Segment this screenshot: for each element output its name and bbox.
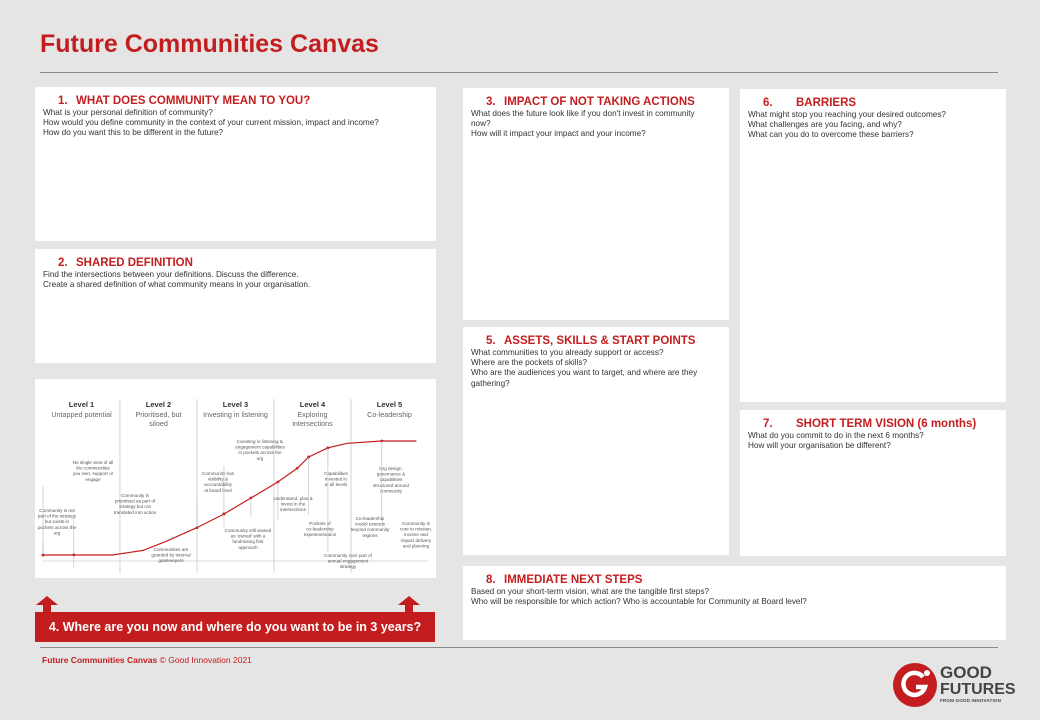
panel-prompt: What does the future look like if you don't invest in community	[471, 109, 695, 118]
panel-prompt: What challenges are you facing, and why?	[748, 120, 902, 130]
level-name: siloed	[149, 419, 168, 428]
annotation-label: Co-leadership	[355, 516, 385, 521]
annotation-label: engagement capabilities	[235, 444, 285, 450]
panel-short-term-vision	[740, 410, 1006, 556]
annotation-label: visibility &	[207, 476, 229, 482]
panel-title: BARRIERS	[796, 97, 857, 109]
current-position-banner: 4. Where are you now and where do you want to be in 3 years?	[35, 612, 435, 642]
panel-number: 5.	[486, 335, 496, 347]
annotation-label: community	[379, 488, 403, 494]
annotation-label: invested in	[325, 476, 347, 482]
panel-prompt: What do you commit to do in the next 6 months?	[748, 431, 924, 440]
panel-number: 8.	[486, 574, 496, 586]
annotation-label: annual engagement	[327, 558, 369, 564]
annotation-label: Community is	[402, 521, 430, 526]
annotation-label: intersections	[280, 507, 306, 513]
panel-prompt: now?	[471, 119, 491, 129]
logo-wordmark	[940, 664, 1016, 704]
panel-prompt: What is your personal definition of community?	[43, 108, 213, 117]
annotation-label: beyond community	[350, 527, 390, 533]
footer-title: Future Communities Canvas	[42, 655, 158, 665]
annotation-label: regions	[362, 532, 378, 538]
annotation-label: structured around	[372, 482, 410, 488]
annotation-label: part of the strategy	[37, 513, 77, 519]
annotation-label: in pockets across the	[238, 450, 282, 456]
annotation-label: approach	[238, 544, 258, 550]
annotation-label: income and	[404, 532, 428, 538]
panel-heading	[748, 96, 998, 110]
footer-copyright-text: © Good Innovation 2021	[159, 655, 252, 665]
panel-title: ASSETS, SKILLS & START POINTS	[504, 335, 696, 347]
panel-number: 3.	[486, 96, 496, 108]
annotation-label: fundraising first	[232, 539, 264, 545]
logo-line-3: FROM GOOD INNOVATION	[940, 698, 1002, 703]
level-heading: Level 1	[68, 400, 95, 409]
panel-prompt: Where are the pockets of skills?	[471, 358, 588, 368]
annotation-label: model extends	[355, 521, 385, 527]
level-name: Prioritised, but	[135, 410, 182, 419]
annotation-label: Org design,	[379, 466, 403, 471]
panel-next-steps	[463, 566, 1006, 640]
panel-number: 6.	[763, 97, 773, 109]
level-name: intersections	[292, 419, 333, 428]
panel-heading	[471, 95, 721, 109]
annotation-label: the communities	[76, 465, 110, 471]
level-heading: Level 3	[222, 400, 249, 409]
annotation-label: co-leadership	[306, 526, 334, 532]
panel-title: SHARED DEFINITION	[76, 257, 193, 269]
annotation-label: Understand, plan &	[273, 496, 313, 501]
level-heading: Level 4	[299, 400, 326, 409]
annotation-label: Community core part of	[324, 553, 372, 558]
logo-line-2: FUTURES	[940, 681, 1016, 698]
annotation-label: strategy but not	[119, 504, 151, 510]
level-name: Co-leadership	[367, 410, 412, 419]
annotation-label: No single view of all	[72, 460, 114, 465]
annotation-label: Communities are	[153, 547, 189, 552]
annotation-label: engage	[85, 476, 101, 482]
panel-assets-skills	[463, 327, 729, 555]
annotation-label: gatekeepers	[158, 558, 184, 564]
annotation-label: prioritised as part of	[114, 498, 156, 504]
panel-heading	[748, 417, 998, 431]
annotation-label: invest in the	[280, 501, 306, 507]
annotation-label: at board level	[204, 487, 232, 493]
panel-shared-definition	[35, 249, 436, 363]
panel-prompt: What can you do to overcome these barriers?	[748, 130, 914, 140]
annotation-label: accountability	[204, 482, 232, 488]
level-heading: Level 5	[376, 400, 403, 409]
panel-title: IMMEDIATE NEXT STEPS	[504, 574, 643, 586]
level-name: Exploring	[297, 410, 328, 419]
panel-prompt: Who are the audiences you want to target, and where are they	[471, 368, 698, 378]
annotation-label: at all levels	[324, 482, 348, 488]
annotation-label: org	[256, 455, 264, 461]
panel-community-meaning	[35, 87, 436, 241]
panel-prompt: Based on your short-term vision, what are the tangible first steps?	[471, 587, 710, 596]
panel-title: WHAT DOES COMMUNITY MEAN TO YOU?	[76, 95, 311, 107]
panel-heading	[471, 573, 998, 587]
panel-prompt: gathering?	[471, 378, 510, 388]
panel-prompt: Find the intersections between your definitions. Discuss the difference.	[43, 270, 299, 279]
annotation-label: Community still viewed	[224, 528, 272, 533]
panel-prompt: What might stop you reaching your desired outcomes?	[748, 110, 946, 119]
panel-impact-of-inaction	[463, 88, 729, 320]
level-name: Investing in listening	[203, 410, 268, 419]
panel-heading	[471, 334, 721, 348]
panel-number: 7.	[763, 418, 773, 430]
panel-number: 1.	[58, 95, 68, 107]
maturity-chart-svg	[35, 379, 436, 578]
footer-copyright	[42, 655, 252, 665]
panel-prompt: How would you define community in the context of your current mission, impact and income?	[43, 118, 379, 128]
top-divider	[40, 72, 998, 73]
panel-prompt: How will your organisation be different?	[748, 441, 891, 451]
annotation-label: but exists in	[44, 519, 70, 525]
annotation-label: Community is not	[39, 508, 75, 513]
panel-heading	[43, 94, 428, 108]
level-heading: Level 2	[145, 400, 172, 409]
annotation-label: Capabilities	[324, 471, 348, 476]
panel-prompt: What communities to you already support or access?	[471, 348, 664, 357]
annotation-label: strategy	[339, 564, 357, 570]
annotation-label: you own, support or	[72, 471, 114, 477]
logo-line-1: GOOD	[940, 663, 992, 682]
panel-title: SHORT TERM VISION (6 months)	[796, 418, 977, 430]
annotation-label: Community has	[202, 471, 234, 476]
panel-heading	[43, 256, 428, 270]
annotation-label: org	[53, 530, 61, 536]
annotation-label: pockets across the	[37, 524, 77, 530]
annotation-label: governance &	[376, 471, 406, 477]
panel-title: IMPACT OF NOT TAKING ACTIONS	[504, 96, 695, 108]
annotation-label: guarded by internal	[151, 552, 191, 558]
panel-prompt: How do you want this to be different in the future?	[43, 128, 224, 138]
bottom-divider	[40, 647, 998, 648]
annotation-label: Community is	[121, 493, 149, 498]
annotation-label: Investing in listening &	[237, 439, 283, 444]
panel-number: 2.	[58, 257, 68, 269]
level-name: Untapped potential	[51, 410, 112, 419]
annotation-label: and planning	[402, 543, 430, 549]
page-title: Future Communities Canvas	[40, 30, 379, 58]
panel-prompt: How will it impact your impact and your income?	[471, 129, 646, 139]
panel-prompt: Create a shared definition of what community means in your organisation.	[43, 280, 311, 290]
annotation-label: capabilities	[379, 477, 403, 483]
annotation-label: core to mission,	[399, 526, 433, 532]
annotation-label: experimentation	[303, 532, 337, 538]
panel-barriers	[740, 89, 1006, 402]
annotation-label: impact delivery	[400, 537, 432, 543]
annotation-label: as 'owned' with a	[230, 533, 266, 539]
maturity-chart	[35, 379, 436, 578]
panel-prompt: Who will be responsible for which action? Who is accountable for Community at Board level?	[471, 597, 807, 607]
annotation-label: Pockets of	[309, 521, 331, 526]
annotation-label: translated into action	[113, 509, 157, 515]
